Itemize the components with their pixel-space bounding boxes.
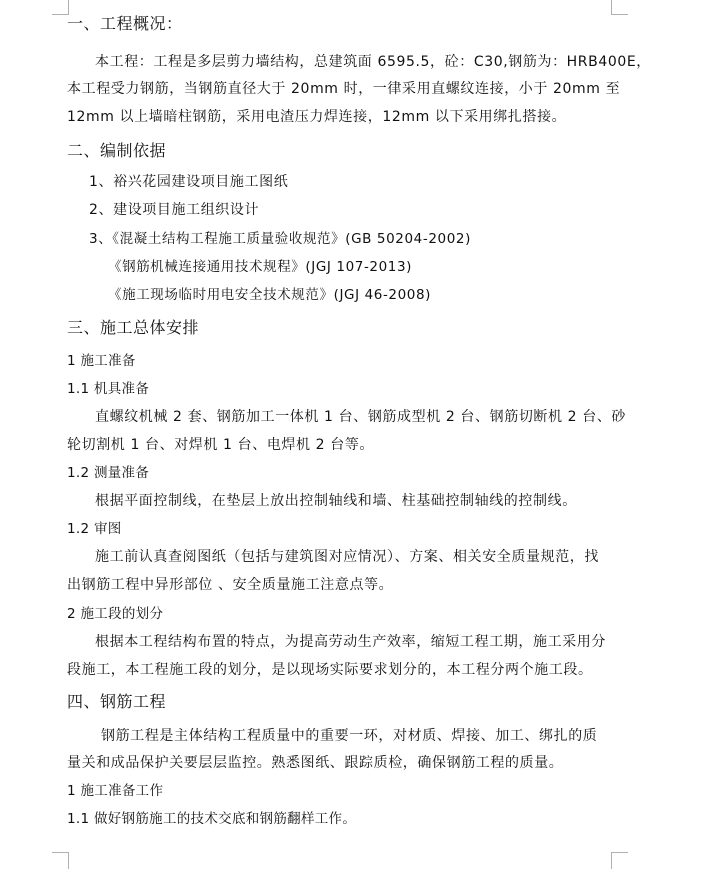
drawing-review-line-1: 施工前认真查阅图纸（包括与建筑图对应情况）、方案、相关安全质量规范，找 (95, 549, 599, 565)
basis-item-4: 《钢筋机械连接通用技术规程》(JGJ 107-2013) (108, 259, 413, 275)
rebar-prep-item-1: 1.1 做好钢筋施工的技术交底和钢筋翻样工作。 (67, 811, 357, 827)
segments-line-2: 段施工，本工程施工段的划分，是以现场实际要求划分的，本工程分两个施工段。 (67, 662, 593, 678)
subheading-segments: 2 施工段的划分 (67, 606, 164, 622)
basis-item-2: 2、建设项目施工组织设计 (89, 202, 260, 218)
rebar-para-line-1: 钢筋工程是主体结构工程质量中的重要一环，对材质、焊接、加工、绑扎的质 (101, 728, 598, 744)
survey-line-1: 根据平面控制线，在垫层上放出控制轴线和墙、柱基础控制轴线的控制线。 (95, 493, 577, 509)
basis-item-1: 1、裕兴花园建设项目施工图纸 (89, 174, 289, 190)
basis-item-5: 《施工现场临时用电安全技术规范》(JGJ 46-2008) (108, 287, 432, 303)
section-1-para-line-3: 12mm 以上墙暗柱钢筋，采用电渣压力焊连接，12mm 以下采用绑扎搭接。 (67, 109, 567, 125)
rebar-para-line-2: 量关和成品保护关要层层监控。熟悉图纸、跟踪质检，确保钢筋工程的质量。 (67, 755, 564, 771)
subheading-rebar-prep: 1 施工准备工作 (67, 783, 164, 799)
drawing-review-line-2: 出钢筋工程中异形部位 、安全质量施工注意点等。 (67, 577, 394, 593)
section-1-heading: 一、工程概况： (67, 14, 183, 33)
subheading-equipment: 1.1 机具准备 (67, 381, 150, 397)
subheading-prep: 1 施工准备 (67, 353, 136, 369)
crop-mark-bottom-right (611, 852, 628, 869)
section-3-heading: 三、施工总体安排 (67, 318, 200, 337)
section-2-heading: 二、编制依据 (67, 141, 167, 160)
crop-mark-bottom-left (52, 852, 69, 869)
basis-item-3: 3、《混凝土结构工程施工质量验收规范》(GB 50204-2002) (89, 231, 471, 247)
section-1-para-line-2: 本工程受力钢筋，当钢筋直径大于 20mm 时，一律采用直螺纹连接，小于 20mm 至 (67, 81, 621, 97)
section-4-heading: 四、钢筋工程 (67, 692, 167, 711)
subheading-survey: 1.2 测量准备 (67, 465, 150, 481)
section-1-para-line-1: 本工程：工程是多层剪力墙结构，总建筑面 6595.5，砼：C30,钢筋为：HRB400E， (95, 54, 651, 70)
crop-mark-top-right (611, 0, 628, 15)
subheading-drawing-review: 1.2 审图 (67, 521, 122, 537)
equipment-line-1: 直螺纹机械 2 套、钢筋加工一体机 1 台、钢筋成型机 2 台、钢筋切断机 2 台、砂 (95, 409, 627, 425)
crop-mark-top-left (52, 0, 69, 15)
equipment-line-2: 轮切割机 1 台、对焊机 1 台、电焊机 2 台等。 (67, 437, 375, 453)
segments-line-1: 根据本工程结构布置的特点，为提高劳动生产效率，缩短工程工期，施工采用分 (95, 634, 606, 650)
